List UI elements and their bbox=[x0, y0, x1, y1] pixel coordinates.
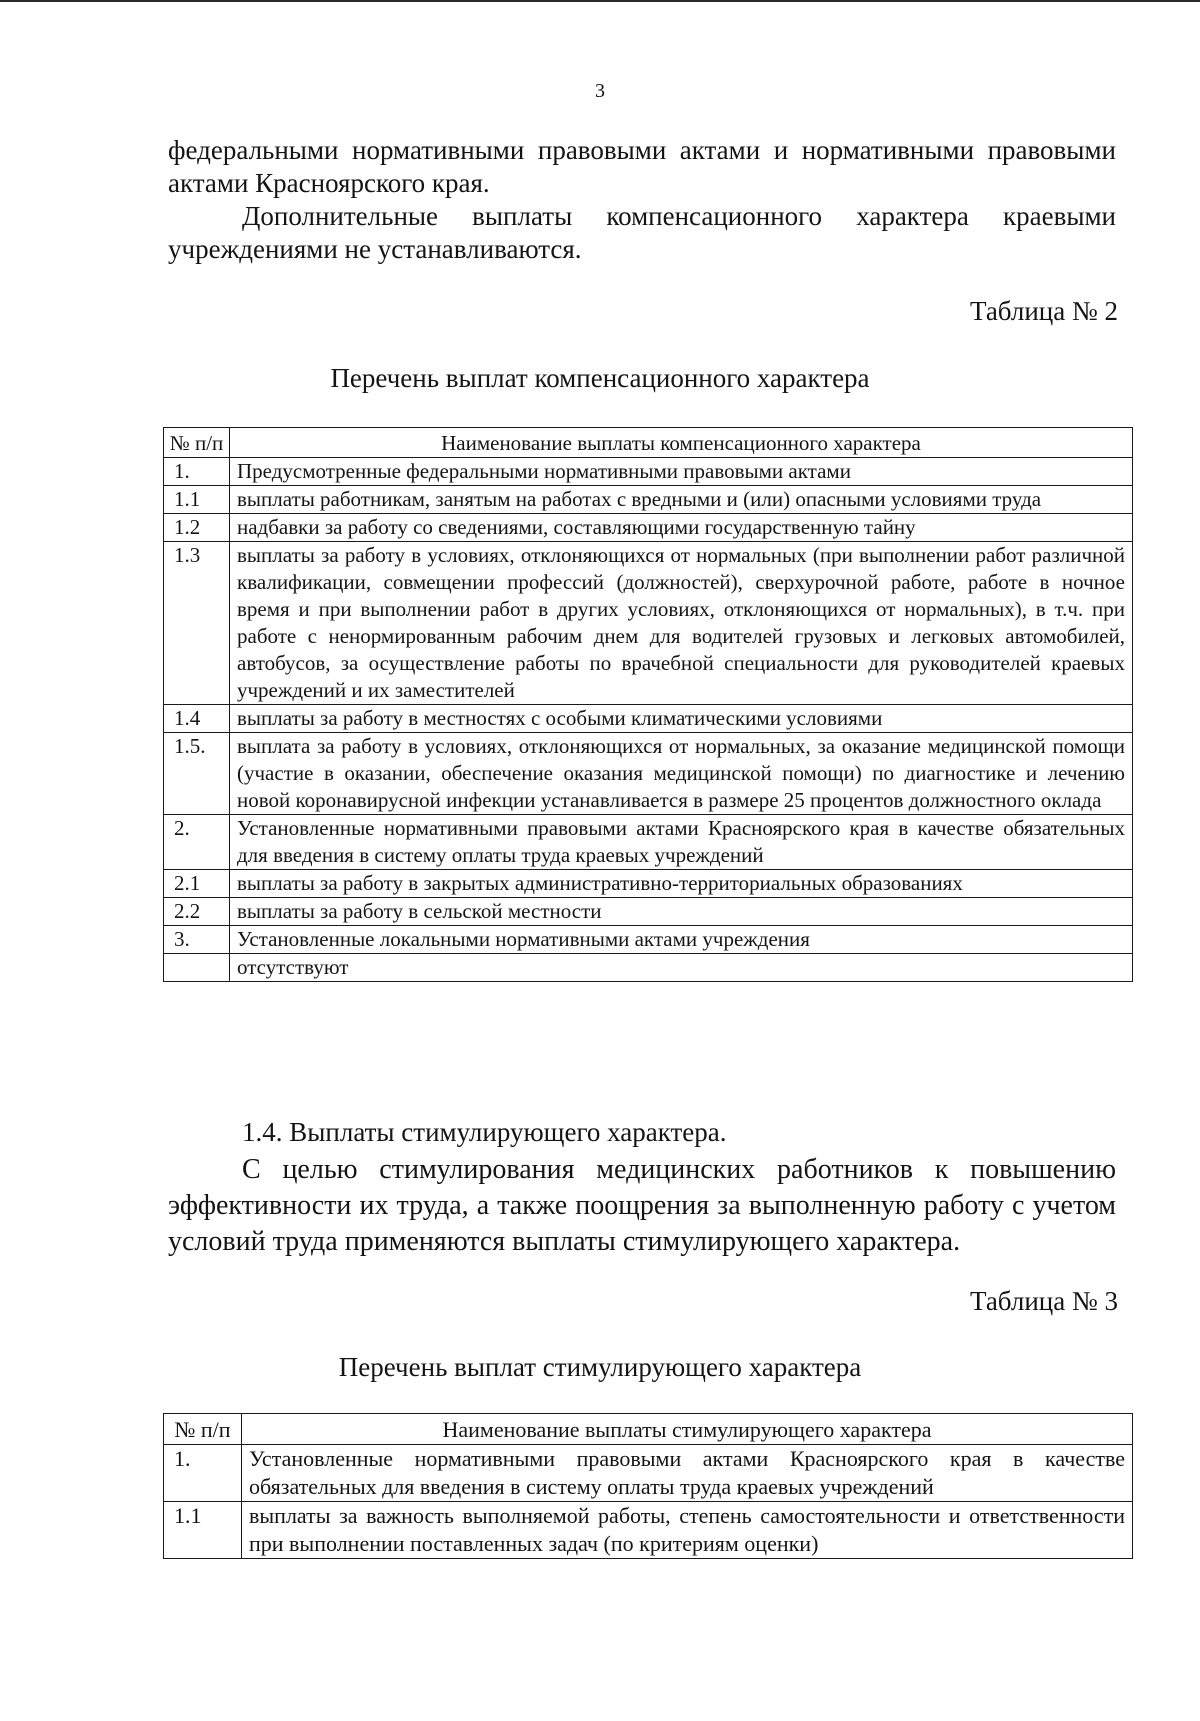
table-row bbox=[164, 1502, 1133, 1559]
row-num: 1.1 bbox=[164, 486, 230, 514]
row-num: 1. bbox=[164, 458, 230, 486]
row-text: выплаты за работу в условиях, отклоняющихся от нормальных (при выполнении работ различной квалификации, совмещении профессий (должностей), сверхурочной работе, работе в ночное время и при выполнении работ в других условиях, отклоняющихся от нормальных), в т.ч. при работе с ненормированным рабочим днем для водителей грузовых и легковых автомобилей, автобусов, за осуществление работы по врачебной специальности для руководителей краевых учреждений и их заместителей bbox=[230, 542, 1133, 705]
row-num bbox=[164, 954, 230, 982]
table-row bbox=[164, 870, 1133, 898]
row-text: выплаты за работу в сельской местности bbox=[230, 898, 1133, 926]
header-name-cell: Наименование выплаты компенсационного характера bbox=[230, 428, 1133, 458]
header-name-cell: Наименование выплаты стимулирующего характера bbox=[242, 1414, 1133, 1445]
header-num-cell: № п/п bbox=[164, 1414, 242, 1445]
page-number: 3 bbox=[595, 80, 605, 102]
row-num: 2.1 bbox=[164, 870, 230, 898]
table-row bbox=[164, 926, 1133, 954]
row-text: выплаты за работу в закрытых административно-территориальных образованиях bbox=[230, 870, 1133, 898]
section-heading: 1.4. Выплаты стимулирующего характера. bbox=[242, 1117, 727, 1147]
table2-title: Перечень выплат компенсационного характера bbox=[330, 363, 870, 393]
row-num: 1. bbox=[164, 1445, 242, 1502]
table-row bbox=[164, 733, 1133, 815]
table-row bbox=[164, 1445, 1133, 1502]
row-text: Установленные локальными нормативными актами учреждения bbox=[230, 926, 1133, 954]
row-text: отсутствуют bbox=[230, 954, 1133, 982]
row-text: выплаты за работу в местностях с особыми климатическими условиями bbox=[230, 705, 1133, 733]
row-text: Установленные нормативными правовыми актами Красноярского края в качестве обязательных для введения в систему оплаты труда краевых учреждений bbox=[242, 1445, 1133, 1502]
table-row bbox=[164, 954, 1133, 982]
table-row bbox=[164, 542, 1133, 705]
row-text: надбавки за работу со сведениями, составляющими государственную тайну bbox=[230, 514, 1133, 542]
table-row bbox=[164, 898, 1133, 926]
row-text: выплаты работникам, занятым на работах с вредными и (или) опасными условиями труда bbox=[230, 486, 1133, 514]
row-num: 1.2 bbox=[164, 514, 230, 542]
row-num: 1.5. bbox=[164, 733, 230, 815]
intro-paragraph-2: Дополнительные выплаты компенсационного характера краевыми учреждениями не устанавливаются. bbox=[168, 201, 1116, 264]
header-num-cell: № п/п bbox=[164, 428, 230, 458]
row-num: 2. bbox=[164, 815, 230, 870]
table-row bbox=[164, 486, 1133, 514]
table-row bbox=[164, 458, 1133, 486]
row-num: 1.3 bbox=[164, 542, 230, 705]
table-header-row bbox=[164, 1414, 1133, 1445]
table-row bbox=[164, 514, 1133, 542]
table-row bbox=[164, 815, 1133, 870]
row-text: Предусмотренные федеральными нормативными правовыми актами bbox=[230, 458, 1133, 486]
table-header-row bbox=[164, 428, 1133, 458]
compensation-payments-table bbox=[163, 427, 1133, 982]
row-num: 2.2 bbox=[164, 898, 230, 926]
table3-caption: Таблица № 3 bbox=[970, 1286, 1118, 1316]
row-text: выплата за работу в условиях, отклоняющихся от нормальных, за оказание медицинской помощи (участие в оказании, обеспечение оказания медицинской помощи) по диагностике и лечению новой коронавирусной инфекции устанавливается в размере 25 процентов должностного оклада bbox=[230, 733, 1133, 815]
row-num: 3. bbox=[164, 926, 230, 954]
row-text: Установленные нормативными правовыми актами Красноярского края в качестве обязательных для введения в систему оплаты труда краевых учреждений bbox=[230, 815, 1133, 870]
intro-paragraph-1: федеральными нормативными правовыми актами и нормативными правовыми актами Красноярского края. bbox=[168, 135, 1116, 198]
table2-caption: Таблица № 2 bbox=[970, 296, 1118, 326]
row-num: 1.4 bbox=[164, 705, 230, 733]
row-text: выплаты за важность выполняемой работы, степень самостоятельности и ответственности при выполнении поставленных задач (по критериям оценки) bbox=[242, 1502, 1133, 1559]
table-row bbox=[164, 705, 1133, 733]
incentive-payments-table bbox=[163, 1413, 1133, 1559]
table3-title: Перечень выплат стимулирующего характера bbox=[338, 1352, 862, 1382]
section-body: С целью стимулирования медицинских работников к повышению эффективности их труда, а также поощрения за выполненную работу с учетом условий труда применяются выплаты стимулирующего характера. bbox=[168, 1154, 1116, 1257]
row-num: 1.1 bbox=[164, 1502, 242, 1559]
page-top-edge bbox=[0, 0, 1200, 2]
